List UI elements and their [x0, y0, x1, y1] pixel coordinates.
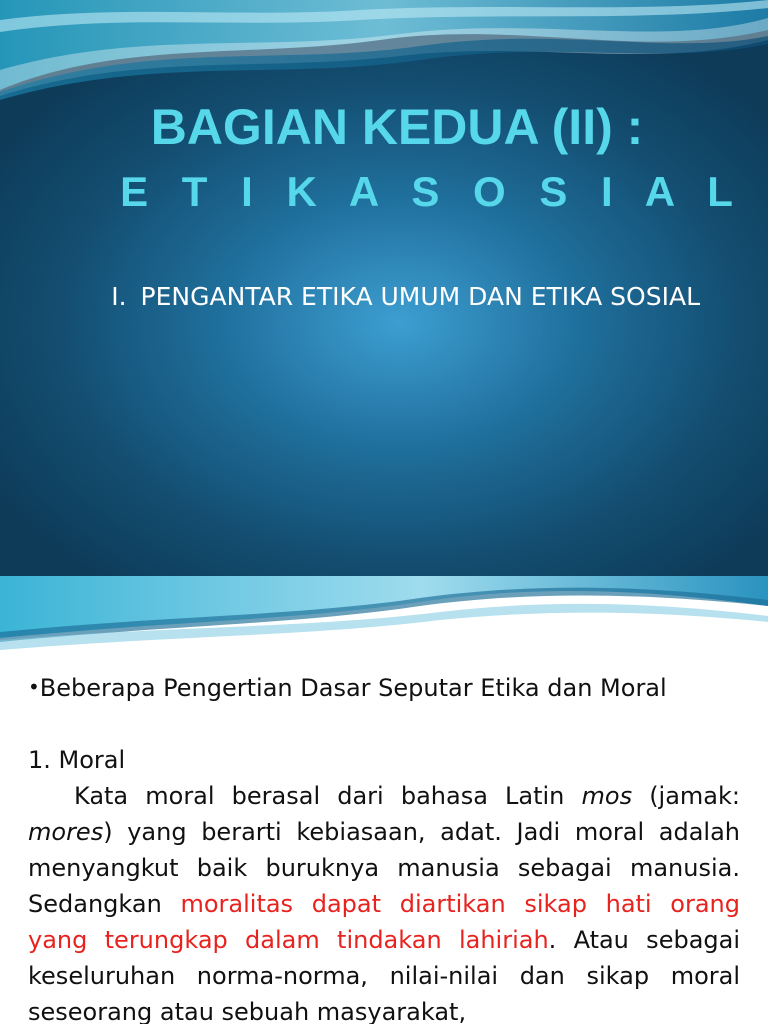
paragraph-text-1: Kata moral berasal dari bahasa Latin [74, 782, 582, 810]
term-mos: mos [581, 782, 633, 810]
spacer [28, 706, 740, 742]
bullet-heading-text: Beberapa Pengertian Dasar Seputar Etika dan Moral [39, 674, 667, 702]
subtitle-number: I. [111, 282, 127, 311]
paragraph-text-3: ) yang berarti kebiasaan, adat. Jadi moral adalah menyangkut baik buruknya manusia sebagai manusia. Sedangkan [28, 818, 740, 918]
paragraph-text-2: (jamak: [632, 782, 740, 810]
slide-body [28, 669, 740, 1024]
section-title: 1. Moral [28, 746, 126, 774]
paragraph-text-4: . Atau sebagai keseluruhan norma-norma, nilai-nilai dan sikap moral seseorang atau sebuah masyarakat, [28, 926, 741, 1024]
slide-title-line1: BAGIAN KEDUA (II) : [150, 99, 644, 155]
term-mores: mores [28, 818, 104, 846]
bullet-heading [28, 669, 740, 706]
content-slide [0, 576, 768, 1024]
slide-title-line2: E T I K A S O S I A L [120, 168, 744, 215]
bullet-marker: • [28, 675, 40, 699]
moral-paragraph [28, 778, 740, 1024]
wave-decoration-header [0, 576, 768, 666]
highlighted-definition: moralitas dapat diartikan sikap hati orang yang terungkap dalam tindakan lahiriah [28, 890, 740, 954]
subtitle-text: PENGANTAR ETIKA UMUM DAN ETIKA SOSIAL [140, 282, 700, 311]
slide-subtitle [80, 280, 700, 314]
